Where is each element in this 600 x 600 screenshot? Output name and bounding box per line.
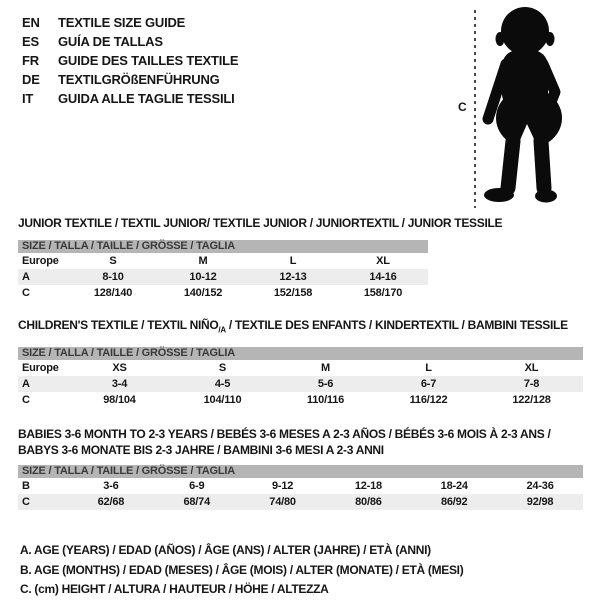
section-childrens-textile <box>18 317 583 415</box>
size-cell: 12-13 <box>279 271 307 283</box>
footnote: B. AGE (MONTHS) / EDAD (MESES) / ÂGE (MOIS) / ALTER (MONATE) / ETÀ (MESI) <box>20 562 464 577</box>
row-label: A <box>22 271 30 283</box>
height-measure-label: C <box>458 100 467 114</box>
section-babies-textile <box>18 426 583 518</box>
section-title <box>18 215 503 231</box>
section-junior-textile <box>18 215 503 307</box>
language-row <box>22 32 238 51</box>
size-table-header: SIZE / TALLA / TAILLE / GRÖSSE / TAGLIA <box>18 240 428 253</box>
size-cell: 7-8 <box>523 378 540 390</box>
language-code: ES <box>22 34 39 49</box>
section-title-line: BABIES 3-6 MONTH TO 2-3 YEARS / BEBÉS 3-6 MESES A 2-3 AÑOS / BÉBÉS 3-6 MOIS À 2-3 ANS / <box>18 427 551 441</box>
size-table-header: SIZE / TALLA / TAILLE / GRÖSSE / TAGLIA <box>18 347 583 360</box>
language-list <box>22 13 238 108</box>
row-label: Europe <box>22 362 59 374</box>
row-label: C <box>22 394 30 406</box>
size-cell: 3-6 <box>103 480 119 492</box>
row-label: Europe <box>22 255 59 267</box>
size-cell: 140/152 <box>183 287 223 299</box>
section-title <box>18 317 583 338</box>
language-row <box>22 13 238 32</box>
section-title <box>18 426 583 458</box>
row-label: C <box>22 287 30 299</box>
row-label: A <box>22 378 30 390</box>
size-cell: 62/68 <box>97 496 125 508</box>
size-cell: M <box>198 255 208 267</box>
table-row <box>18 376 583 392</box>
size-table <box>18 347 583 408</box>
size-cell: 6-9 <box>189 480 205 492</box>
size-cell: M <box>321 362 330 374</box>
size-table-body <box>18 253 428 301</box>
size-cell: 98/104 <box>103 394 136 406</box>
table-row <box>18 478 583 494</box>
size-cell: 4-5 <box>214 378 231 390</box>
size-cell: 92/98 <box>526 496 554 508</box>
language-label: TEXTILE SIZE GUIDE <box>58 15 186 30</box>
size-cell: 8-10 <box>102 271 124 283</box>
size-cell: L <box>425 362 432 374</box>
size-cell: S <box>218 362 227 374</box>
size-cell: XS <box>112 362 127 374</box>
section-title-line: JUNIOR TEXTILE / TEXTIL JUNIOR/ TEXTILE JUNIOR / JUNIORTEXTIL / JUNIOR TESSILE <box>18 216 503 230</box>
size-cell: 80/86 <box>355 496 382 508</box>
language-code: DE <box>22 72 40 87</box>
size-cell: 116/122 <box>409 394 448 406</box>
size-cell: L <box>289 255 297 267</box>
section-title-line: CHILDREN'S TEXTILE / TEXTIL $NIÑO_{/A}$ / TEXTILE DES ENFANTS / KINDERTEXTIL / BAMBINI TESSILE <box>18 318 568 335</box>
height-measure-dashed-line <box>474 10 476 208</box>
table-row <box>18 269 428 285</box>
row-label: B <box>22 480 30 492</box>
section-title-line: BABYS 3-6 MONATE BIS 2-3 JAHRE / BAMBINI 3-6 MESI A 2-3 ANNI <box>18 443 384 457</box>
table-row <box>18 285 428 301</box>
size-cell: 152/158 <box>273 287 313 299</box>
footnote: C. (cm) HEIGHT / ALTURA / HAUTEUR / HÖHE / ALTEZZA <box>20 582 329 596</box>
baby-figure <box>450 6 598 216</box>
table-row <box>18 392 583 408</box>
size-cell: XL <box>524 362 539 374</box>
size-cell: 24-36 <box>526 480 554 492</box>
language-label: GUÍA DE TALLAS <box>58 34 163 49</box>
size-cell: 158/170 <box>363 287 403 299</box>
table-row <box>18 253 428 269</box>
size-cell: 5-6 <box>317 378 334 390</box>
size-cell: 9-12 <box>271 480 294 492</box>
language-label: GUIDA ALLE TAGLIE TESSILI <box>58 91 235 106</box>
size-cell: 3-4 <box>111 378 128 390</box>
size-cell: 128/140 <box>93 287 133 299</box>
size-table <box>18 240 428 301</box>
size-cell: 74/80 <box>269 496 296 508</box>
table-row <box>18 494 583 510</box>
row-label: C <box>22 496 30 508</box>
language-label: GUIDE DES TAILLES TEXTILE <box>58 53 239 68</box>
footnote: A. AGE (YEARS) / EDAD (AÑOS) / ÂGE (ANS) / ALTER (JAHRE) / ETÀ (ANNI) <box>20 543 431 557</box>
size-cell: XL <box>376 255 390 267</box>
language-code: IT <box>22 91 34 106</box>
language-code: FR <box>22 53 39 68</box>
size-cell: 10-12 <box>189 271 217 283</box>
size-table-body <box>18 478 583 510</box>
size-cell: 14-16 <box>369 271 397 283</box>
table-row <box>18 360 583 376</box>
size-cell: 122/128 <box>512 394 551 406</box>
size-cell: 18-24 <box>440 480 468 492</box>
language-row <box>22 51 238 70</box>
language-row <box>22 89 238 108</box>
language-code: EN <box>22 15 40 30</box>
size-cell: 68/74 <box>183 496 210 508</box>
size-cell: 12-18 <box>354 480 382 492</box>
size-cell: 6-7 <box>420 378 437 390</box>
size-cell: 110/116 <box>306 394 345 406</box>
size-table-body <box>18 360 583 408</box>
footnote-list <box>20 541 463 600</box>
size-table-header: SIZE / TALLA / TAILLE / GRÖSSE / TAGLIA <box>18 465 583 478</box>
baby-silhouette-icon <box>480 6 575 206</box>
size-cell: S <box>109 255 117 267</box>
language-label: TEXTILGRÖßENFÜHRUNG <box>58 72 220 87</box>
language-row <box>22 70 238 89</box>
size-cell: 104/110 <box>203 394 242 406</box>
size-cell: 86/92 <box>440 496 468 508</box>
size-table <box>18 465 583 510</box>
